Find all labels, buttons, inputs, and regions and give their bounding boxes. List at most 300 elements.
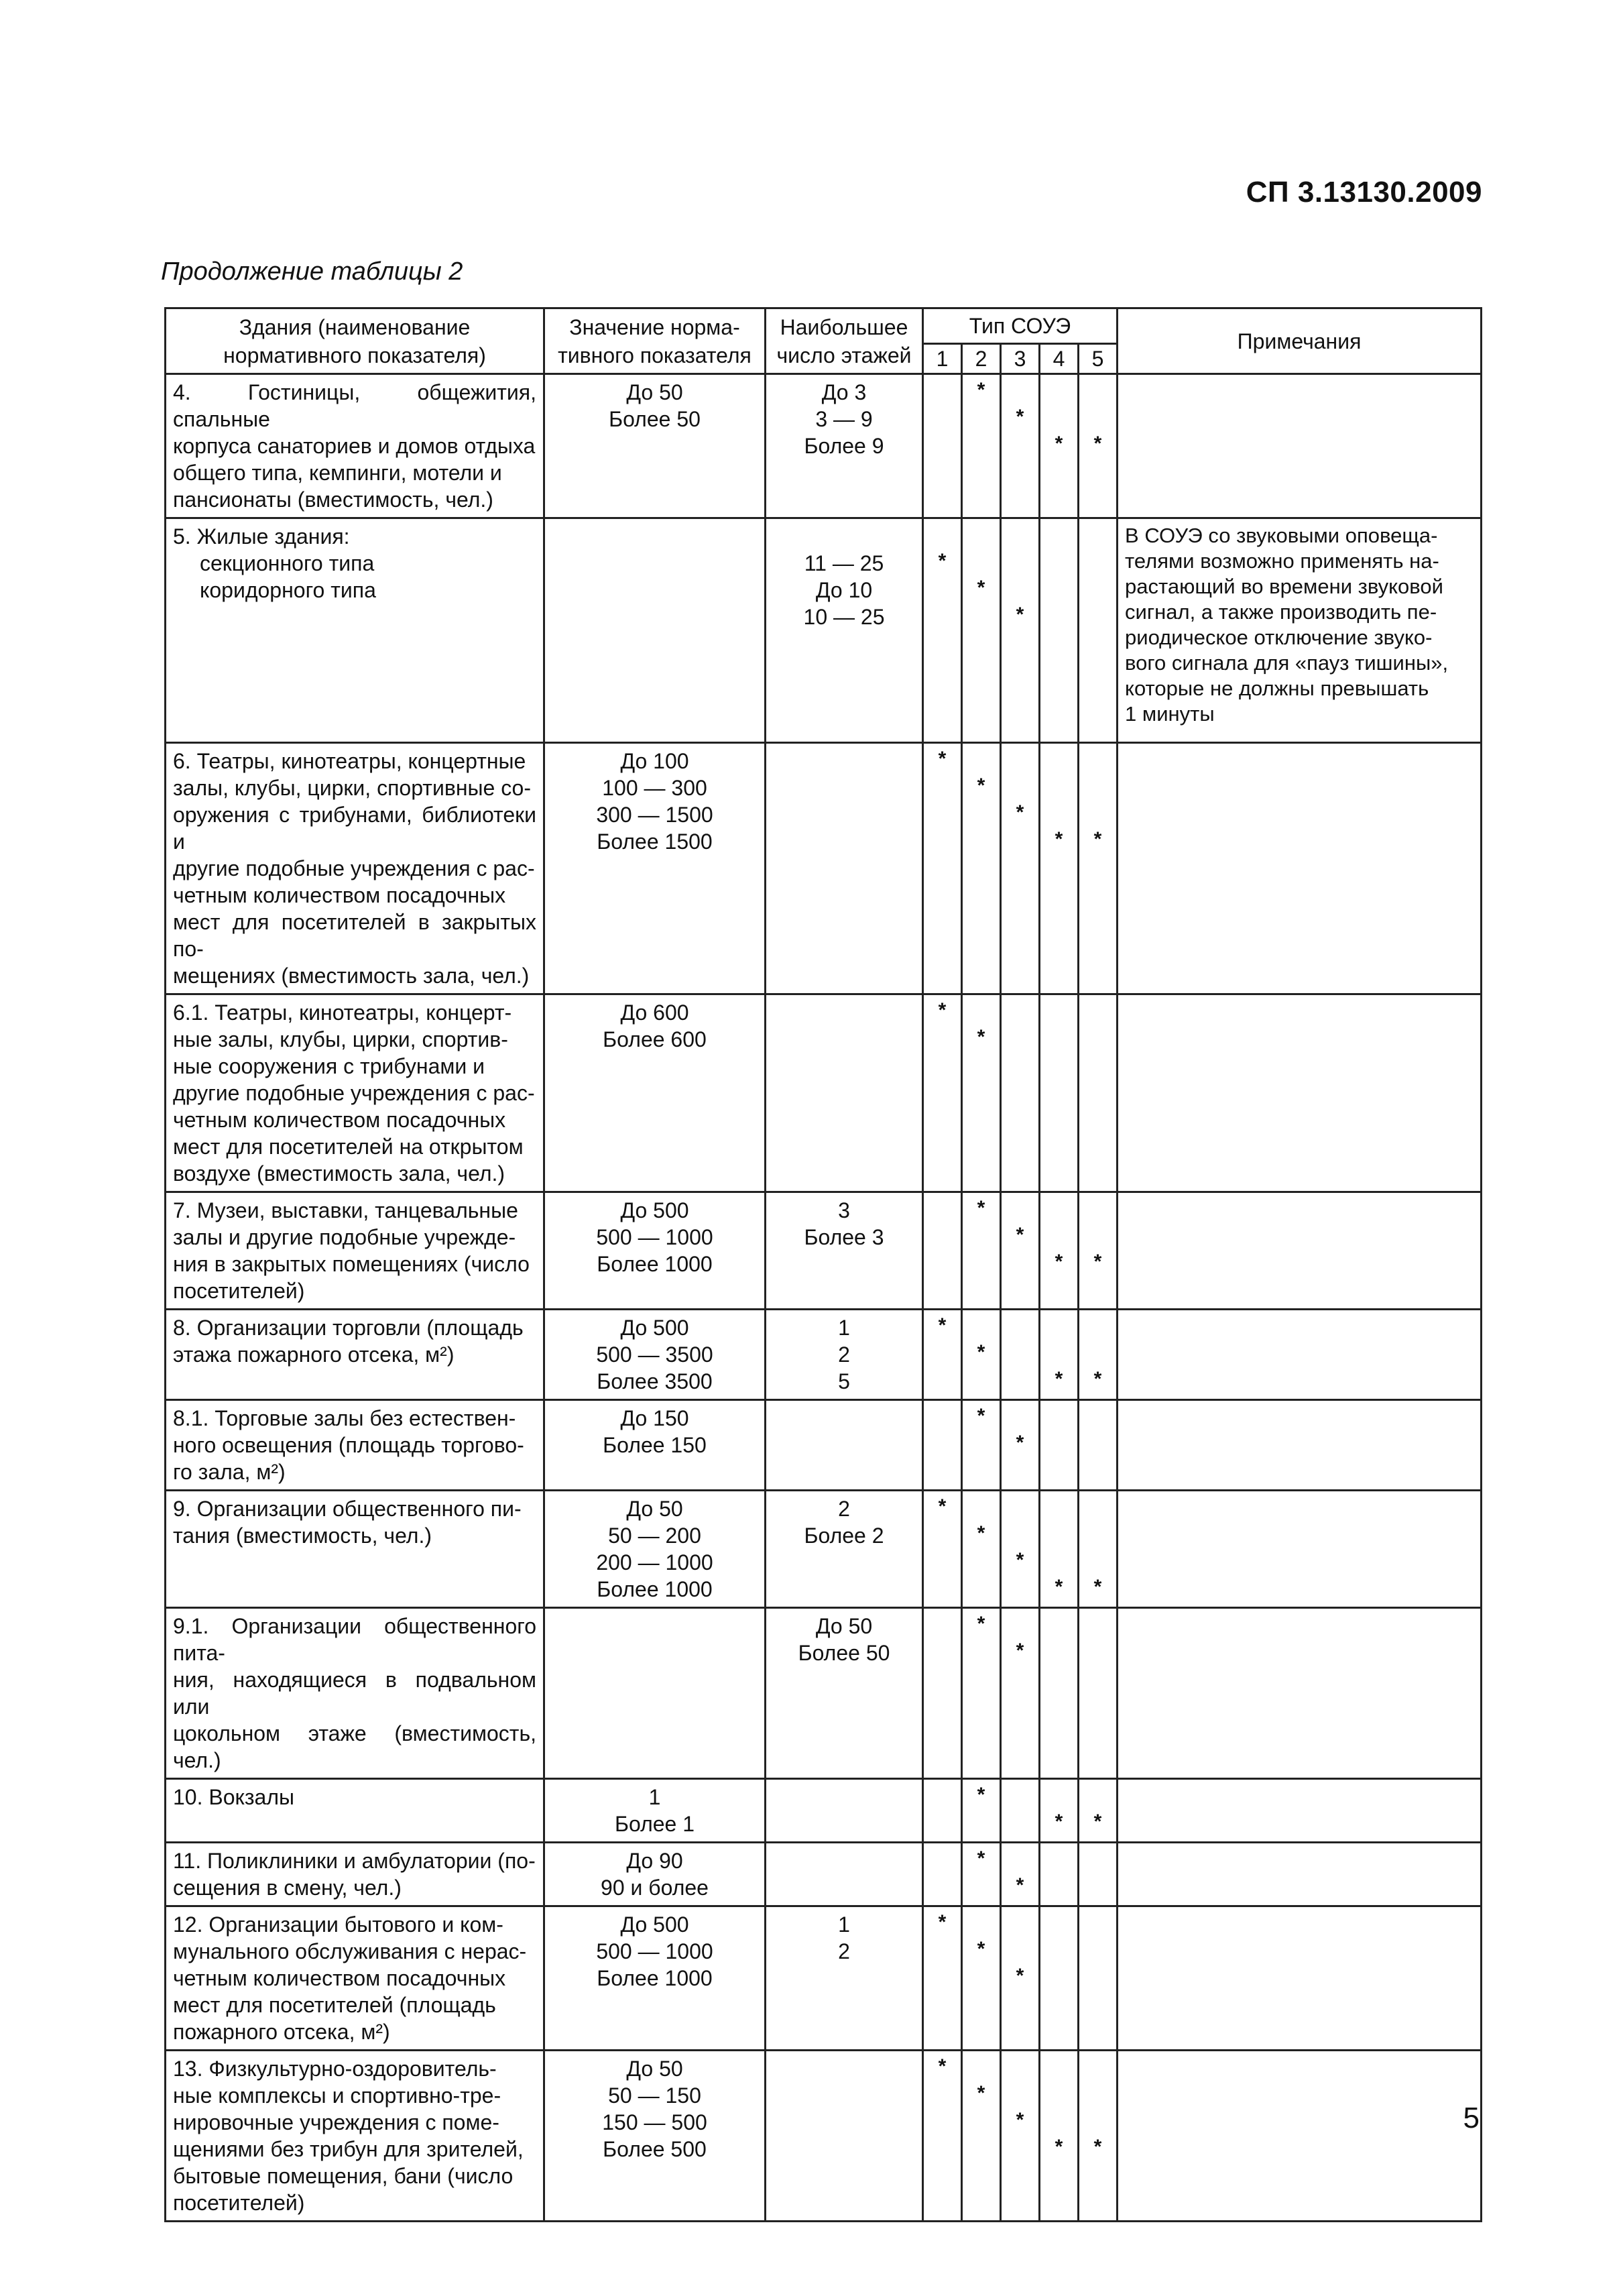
norm-value-cell: [544, 1400, 766, 1491]
building-name-line: мунального обслуживания с нерас-: [173, 1939, 527, 1963]
document-code: СП 3.13130.2009: [1246, 176, 1482, 209]
asterisk-mark: *: [1055, 433, 1063, 455]
header-value: [544, 308, 766, 374]
building-name-line: другие подобные учреждения с рас-: [173, 856, 535, 880]
max-floors-line: 2: [838, 1497, 850, 1521]
max-floors-line: 11 — 25: [804, 551, 884, 575]
norm-value-line: До 100: [620, 749, 689, 773]
header-type-1: 1: [923, 344, 962, 374]
soue-type-4-cell: [1040, 1779, 1079, 1843]
asterisk-mark: *: [1016, 1432, 1024, 1454]
soue-type-4-cell: [1040, 1192, 1079, 1310]
header-value-line: Значение норма-: [569, 314, 740, 339]
soue-type-1-cell: [923, 1310, 962, 1400]
asterisk-mark: *: [938, 2055, 947, 2077]
norm-value-cell: [544, 1310, 766, 1400]
header-type-3: 3: [1001, 344, 1040, 374]
asterisk-mark: *: [938, 1314, 947, 1336]
note-cell: [1118, 1310, 1482, 1400]
building-name-line: бытовые помещения, бани (число: [173, 2164, 514, 2188]
norm-value-line: До 50: [626, 1497, 683, 1521]
norm-value-cell: [544, 1779, 766, 1843]
soue-type-4-cell: [1040, 1400, 1079, 1491]
building-name-line: 4. Гостиницы, общежития, спальные: [173, 380, 536, 431]
building-name-line: 6. Театры, кинотеатры, концертные: [173, 749, 526, 773]
header-soue-type: Тип СОУЭ: [923, 308, 1118, 344]
soue-type-5-cell: [1079, 1906, 1118, 2051]
soue-type-2-cell: [962, 1310, 1001, 1400]
table-row: [166, 2051, 1482, 2222]
soue-type-5-cell: [1079, 1843, 1118, 1906]
building-name-line: ния, находящиеся в подвальном или: [173, 1668, 536, 1719]
building-name-line: 11. Поликлиники и амбулатории (по-: [173, 1849, 536, 1873]
building-name-cell: [166, 994, 544, 1192]
building-name-line: сещения в смену, чел.): [173, 1876, 402, 1900]
building-name-line: 12. Организации бытового и ком-: [173, 1912, 503, 1937]
norm-value-line: До 150: [620, 1406, 689, 1430]
norm-value-line: Более 1000: [597, 1577, 713, 1601]
note-cell: [1118, 1906, 1482, 2051]
building-name-line: 8. Организации торговли (площадь: [173, 1316, 524, 1340]
soue-type-5-cell: [1079, 518, 1118, 743]
building-name-line: коридорного типа: [200, 578, 376, 602]
soue-type-3-cell: [1001, 518, 1040, 743]
soue-type-5-cell: [1079, 1491, 1118, 1608]
asterisk-mark: *: [977, 1341, 985, 1363]
header-floors-line: Наибольшее: [780, 314, 908, 339]
header-floors: [766, 308, 923, 374]
max-floors-line: 3: [838, 1198, 850, 1222]
soue-type-2-cell: [962, 743, 1001, 994]
header-building-line: Здания (наименование: [239, 314, 471, 339]
norm-value-line: До 500: [620, 1316, 689, 1340]
building-name-line: 9.1. Организации общественного пита-: [173, 1614, 536, 1665]
norm-value-cell: [544, 1906, 766, 2051]
asterisk-mark: *: [1093, 828, 1102, 850]
header-building-line: нормативного показателя): [223, 343, 486, 367]
norm-value-line: Более 50: [609, 407, 701, 431]
soue-type-5-cell: [1079, 743, 1118, 994]
asterisk-mark: *: [1055, 2136, 1063, 2158]
building-name-line: четным количеством посадочных: [173, 1108, 506, 1132]
norm-value-line: 90 и более: [601, 1876, 709, 1900]
note-line: В СОУЭ со звуковыми оповеща-: [1125, 524, 1438, 547]
norm-value-line: 500 — 1000: [596, 1939, 713, 1963]
soue-type-1-cell: [923, 1491, 962, 1608]
note-cell: [1118, 1192, 1482, 1310]
asterisk-mark: *: [977, 1026, 985, 1048]
building-name-line: 7. Музеи, выставки, танцевальные: [173, 1198, 518, 1222]
note-cell: [1118, 743, 1482, 994]
soue-type-1-cell: [923, 994, 962, 1192]
building-name-line: пожарного отсека, м²): [173, 2020, 390, 2044]
max-floors-line: 2: [838, 1939, 850, 1963]
soue-type-2-cell: [962, 2051, 1001, 2222]
header-type-2: 2: [962, 344, 1001, 374]
soue-type-2-cell: [962, 1843, 1001, 1906]
building-name-cell: [166, 1400, 544, 1491]
max-floors-cell: [766, 1906, 923, 2051]
building-name-line: мест для посетителей в закрытых по-: [173, 910, 536, 961]
soue-type-5-cell: [1079, 1400, 1118, 1491]
asterisk-mark: *: [1016, 1549, 1024, 1571]
asterisk-mark: *: [938, 1911, 947, 1933]
page-number: 5: [1463, 2102, 1480, 2134]
max-floors-line: [773, 523, 915, 550]
note-line: 1 минуты: [1125, 702, 1215, 726]
soue-type-2-cell: [962, 1491, 1001, 1608]
max-floors-cell: [766, 1400, 923, 1491]
table-row: [166, 1779, 1482, 1843]
note-cell: [1118, 374, 1482, 518]
norm-value-line: 300 — 1500: [596, 803, 713, 827]
asterisk-mark: *: [977, 379, 985, 401]
building-name-line: мест для посетителей (площадь: [173, 1993, 496, 2017]
header-type-5: 5: [1079, 344, 1118, 374]
table-row: [166, 1310, 1482, 1400]
note-line: сигнал, а также производить пе-: [1125, 600, 1437, 624]
soue-type-3-cell: [1001, 2051, 1040, 2222]
building-name-line: щениями без трибун для зрителей,: [173, 2137, 524, 2161]
table-row: [166, 1843, 1482, 1906]
soue-type-3-cell: [1001, 1192, 1040, 1310]
building-name-line: ные комплексы и спортивно-тре-: [173, 2083, 501, 2108]
norm-value-line: До 90: [626, 1849, 683, 1873]
norm-value-cell: [544, 1608, 766, 1779]
norm-value-line: 50 — 150: [608, 2083, 701, 2108]
max-floors-cell: [766, 518, 923, 743]
soue-type-4-cell: [1040, 1906, 1079, 2051]
note-cell: [1118, 1779, 1482, 1843]
asterisk-mark: *: [1093, 1251, 1102, 1273]
asterisk-mark: *: [938, 748, 947, 770]
header-value-line: тивного показателя: [558, 343, 752, 367]
building-name-line: секционного типа: [200, 551, 375, 575]
asterisk-mark: *: [1016, 1224, 1024, 1246]
building-name-line: залы и другие подобные учрежде-: [173, 1225, 516, 1249]
building-name-cell: [166, 1906, 544, 2051]
building-name-cell: [166, 1310, 544, 1400]
asterisk-mark: *: [1093, 1368, 1102, 1390]
table-row: [166, 994, 1482, 1192]
asterisk-mark: *: [977, 577, 985, 599]
asterisk-mark: *: [1016, 1874, 1024, 1896]
soue-type-4-cell: [1040, 1310, 1079, 1400]
soue-type-2-cell: [962, 1608, 1001, 1779]
table-caption: Продолжение таблицы 2: [161, 257, 463, 286]
max-floors-line: 1: [838, 1912, 850, 1937]
norm-value-cell: [544, 1192, 766, 1310]
asterisk-mark: *: [938, 999, 947, 1021]
building-name-line: 6.1. Театры, кинотеатры, концерт-: [173, 1000, 512, 1025]
asterisk-mark: *: [1016, 406, 1024, 428]
soue-type-1-cell: [923, 1192, 962, 1310]
header-building: [166, 308, 544, 374]
asterisk-mark: *: [977, 1847, 985, 1870]
building-name-line: посетителей): [173, 1279, 305, 1303]
building-name-cell: [166, 1608, 544, 1779]
soue-type-4-cell: [1040, 743, 1079, 994]
building-name-line: пансионаты (вместимость, чел.): [173, 487, 493, 512]
asterisk-mark: *: [1055, 1811, 1063, 1833]
building-name-cell: [166, 374, 544, 518]
building-name-line: четным количеством посадочных: [173, 1966, 506, 1990]
note-line: растающий во времени звуковой: [1125, 575, 1443, 598]
norm-value-cell: [544, 518, 766, 743]
asterisk-mark: *: [977, 1522, 985, 1544]
max-floors-cell: [766, 743, 923, 994]
norm-value-line: 1: [648, 1785, 661, 1809]
max-floors-line: 2: [838, 1342, 850, 1367]
soue-type-5-cell: [1079, 1310, 1118, 1400]
soue-type-3-cell: [1001, 1400, 1040, 1491]
building-name-line: этажа пожарного отсека, м²): [173, 1342, 455, 1367]
norm-value-line: 500 — 3500: [596, 1342, 713, 1367]
building-name-line: мещениях (вместимость зала, чел.): [173, 964, 530, 988]
building-name-line: ные сооружения с трибунами и: [173, 1054, 485, 1078]
soue-type-4-cell: [1040, 1608, 1079, 1779]
table-row: [166, 518, 1482, 743]
norm-value-cell: [544, 374, 766, 518]
building-name-line: 9. Организации общественного пи-: [173, 1497, 522, 1521]
max-floors-cell: [766, 1779, 923, 1843]
norm-value-line: До 50: [626, 380, 683, 404]
soue-type-2-cell: [962, 1906, 1001, 2051]
norm-value-line: 150 — 500: [602, 2110, 707, 2134]
note-line: риодическое отключение звуко-: [1125, 626, 1433, 649]
asterisk-mark: *: [1093, 1576, 1102, 1598]
norm-value-line: Более 500: [603, 2137, 707, 2161]
soue-type-3-cell: [1001, 1906, 1040, 2051]
building-name-line: 10. Вокзалы: [173, 1785, 295, 1809]
soue-type-1-cell: [923, 1779, 962, 1843]
norm-value-cell: [544, 743, 766, 994]
note-cell: [1118, 1491, 1482, 1608]
asterisk-mark: *: [1016, 1965, 1024, 1987]
soue-type-1-cell: [923, 1608, 962, 1779]
building-name-line: цокольном этаже (вместимость, чел.): [173, 1721, 536, 1772]
asterisk-mark: *: [977, 1405, 985, 1427]
asterisk-mark: *: [977, 1197, 985, 1219]
soue-type-5-cell: [1079, 2051, 1118, 2222]
note-cell: [1118, 1843, 1482, 1906]
soue-type-1-cell: [923, 1906, 962, 2051]
soue-type-2-cell: [962, 374, 1001, 518]
soue-type-1-cell: [923, 2051, 962, 2222]
building-name-line: воздухе (вместимость зала, чел.): [173, 1161, 505, 1186]
soue-table: [164, 307, 1482, 2222]
asterisk-mark: *: [1016, 604, 1024, 626]
asterisk-mark: *: [1093, 433, 1102, 455]
table-row: [166, 1491, 1482, 1608]
soue-type-3-cell: [1001, 1310, 1040, 1400]
asterisk-mark: *: [1055, 828, 1063, 850]
building-name-line: ного освещения (площадь торгово-: [173, 1433, 524, 1457]
soue-type-1-cell: [923, 1843, 962, 1906]
soue-type-5-cell: [1079, 1192, 1118, 1310]
asterisk-mark: *: [1055, 1251, 1063, 1273]
building-name-cell: [166, 518, 544, 743]
asterisk-mark: *: [938, 550, 947, 572]
soue-type-5-cell: [1079, 994, 1118, 1192]
building-name-line: 13. Физкультурно-оздоровитель-: [173, 2057, 497, 2081]
soue-type-5-cell: [1079, 1779, 1118, 1843]
building-name-line: 5. Жилые здания:: [173, 524, 350, 549]
building-name-line: другие подобные учреждения с рас-: [173, 1081, 535, 1105]
norm-value-line: Более 1000: [597, 1966, 713, 1990]
asterisk-mark: *: [1016, 1640, 1024, 1662]
asterisk-mark: *: [1055, 1576, 1063, 1598]
asterisk-mark: *: [977, 1938, 985, 1960]
asterisk-mark: *: [977, 774, 985, 797]
soue-type-3-cell: [1001, 1779, 1040, 1843]
max-floors-cell: [766, 1310, 923, 1400]
soue-type-4-cell: [1040, 1843, 1079, 1906]
building-name-cell: [166, 1491, 544, 1608]
table-row: [166, 1906, 1482, 2051]
note-cell: [1118, 994, 1482, 1192]
norm-value-line: 50 — 200: [608, 1524, 701, 1548]
norm-value-line: 100 — 300: [602, 776, 707, 800]
building-name-line: общего типа, кемпинги, мотели и: [173, 461, 502, 485]
soue-type-1-cell: [923, 1400, 962, 1491]
norm-value-line: Более 1500: [597, 829, 713, 854]
soue-type-5-cell: [1079, 1608, 1118, 1779]
norm-value-line: До 500: [620, 1912, 689, 1937]
norm-value-cell: [544, 2051, 766, 2222]
building-name-cell: [166, 1779, 544, 1843]
max-floors-line: Более 50: [798, 1641, 890, 1665]
norm-value-line: До 600: [620, 1000, 689, 1025]
building-name-line: посетителей): [173, 2191, 305, 2215]
header-notes: Примечания: [1118, 308, 1482, 374]
building-name-cell: [166, 743, 544, 994]
max-floors-cell: [766, 1608, 923, 1779]
norm-value-line: 200 — 1000: [596, 1550, 713, 1574]
soue-type-2-cell: [962, 1400, 1001, 1491]
max-floors-line: Более 2: [804, 1524, 884, 1548]
table-row: [166, 1608, 1482, 1779]
norm-value-line: Более 1: [614, 1812, 695, 1836]
max-floors-cell: [766, 2051, 923, 2222]
note-cell: [1118, 2051, 1482, 2222]
asterisk-mark: *: [977, 2082, 985, 2104]
soue-type-4-cell: [1040, 2051, 1079, 2222]
norm-value-line: Более 1000: [597, 1252, 713, 1276]
norm-value-cell: [544, 1491, 766, 1608]
max-floors-line: 3 — 9: [815, 407, 873, 431]
soue-type-1-cell: [923, 743, 962, 994]
note-line: телями возможно применять на-: [1125, 549, 1439, 573]
building-name-line: залы, клубы, цирки, спортивные со-: [173, 776, 531, 800]
soue-type-4-cell: [1040, 1491, 1079, 1608]
soue-type-4-cell: [1040, 374, 1079, 518]
note-line: вого сигнала для «пауз тишины»,: [1125, 651, 1449, 675]
max-floors-line: До 3: [821, 380, 867, 404]
building-name-line: ния в закрытых помещениях (число: [173, 1252, 530, 1276]
norm-value-cell: [544, 994, 766, 1192]
soue-type-4-cell: [1040, 994, 1079, 1192]
note-line: которые не должны превышать: [1125, 677, 1429, 700]
soue-type-2-cell: [962, 518, 1001, 743]
asterisk-mark: *: [977, 1784, 985, 1806]
soue-type-2-cell: [962, 1192, 1001, 1310]
building-name-line: мест для посетителей на открытом: [173, 1135, 524, 1159]
note-cell: [1118, 1608, 1482, 1779]
soue-type-3-cell: [1001, 994, 1040, 1192]
max-floors-cell: [766, 1491, 923, 1608]
building-name-line: го зала, м²): [173, 1460, 286, 1484]
soue-type-3-cell: [1001, 1843, 1040, 1906]
table-row: [166, 1192, 1482, 1310]
soue-type-2-cell: [962, 994, 1001, 1192]
header-floors-line: число этажей: [776, 343, 912, 367]
max-floors-cell: [766, 374, 923, 518]
building-name-line: ные залы, клубы, цирки, спортив-: [173, 1027, 508, 1051]
soue-type-4-cell: [1040, 518, 1079, 743]
max-floors-cell: [766, 1843, 923, 1906]
max-floors-line: Более 3: [804, 1225, 884, 1249]
building-name-cell: [166, 2051, 544, 2222]
building-name-line: четным количеством посадочных: [173, 883, 506, 907]
max-floors-line: До 10: [815, 578, 873, 602]
max-floors-line: 1: [838, 1316, 850, 1340]
norm-value-line: 500 — 1000: [596, 1225, 713, 1249]
note-cell: [1118, 1400, 1482, 1491]
max-floors-cell: [766, 1192, 923, 1310]
building-name-line: 8.1. Торговые залы без естествен-: [173, 1406, 516, 1430]
building-name-line: оружения с трибунами, библиотеки и: [173, 803, 536, 854]
norm-value-line: Более 3500: [597, 1369, 713, 1393]
asterisk-mark: *: [977, 1613, 985, 1635]
asterisk-mark: *: [1093, 2136, 1102, 2158]
asterisk-mark: *: [1093, 1811, 1102, 1833]
asterisk-mark: *: [938, 1495, 947, 1517]
asterisk-mark: *: [1055, 1368, 1063, 1390]
soue-type-2-cell: [962, 1779, 1001, 1843]
header-type-4: 4: [1040, 344, 1079, 374]
soue-type-5-cell: [1079, 374, 1118, 518]
soue-type-3-cell: [1001, 374, 1040, 518]
table-row: [166, 743, 1482, 994]
max-floors-cell: [766, 994, 923, 1192]
max-floors-line: До 50: [815, 1614, 873, 1638]
norm-value-line: До 50: [626, 2057, 683, 2081]
building-name-cell: [166, 1192, 544, 1310]
max-floors-line: Более 9: [804, 434, 884, 458]
max-floors-line: 10 — 25: [803, 605, 885, 629]
building-name-cell: [166, 1843, 544, 1906]
soue-type-3-cell: [1001, 1491, 1040, 1608]
norm-value-line: До 500: [620, 1198, 689, 1222]
soue-type-1-cell: [923, 374, 962, 518]
building-name-line: тания (вместимость, чел.): [173, 1524, 432, 1548]
soue-type-3-cell: [1001, 743, 1040, 994]
max-floors-line: 5: [838, 1369, 850, 1393]
asterisk-mark: *: [1016, 801, 1024, 823]
note-cell: [1118, 518, 1482, 743]
norm-value-cell: [544, 1843, 766, 1906]
table-row: [166, 1400, 1482, 1491]
asterisk-mark: *: [1016, 2109, 1024, 2131]
norm-value-line: Более 150: [603, 1433, 707, 1457]
table-row: [166, 374, 1482, 518]
norm-value-line: Более 600: [603, 1027, 707, 1051]
building-name-line: нировочные учреждения с поме-: [173, 2110, 499, 2134]
building-name-line: корпуса санаториев и домов отдыха: [173, 434, 536, 458]
soue-type-1-cell: [923, 518, 962, 743]
soue-type-3-cell: [1001, 1608, 1040, 1779]
